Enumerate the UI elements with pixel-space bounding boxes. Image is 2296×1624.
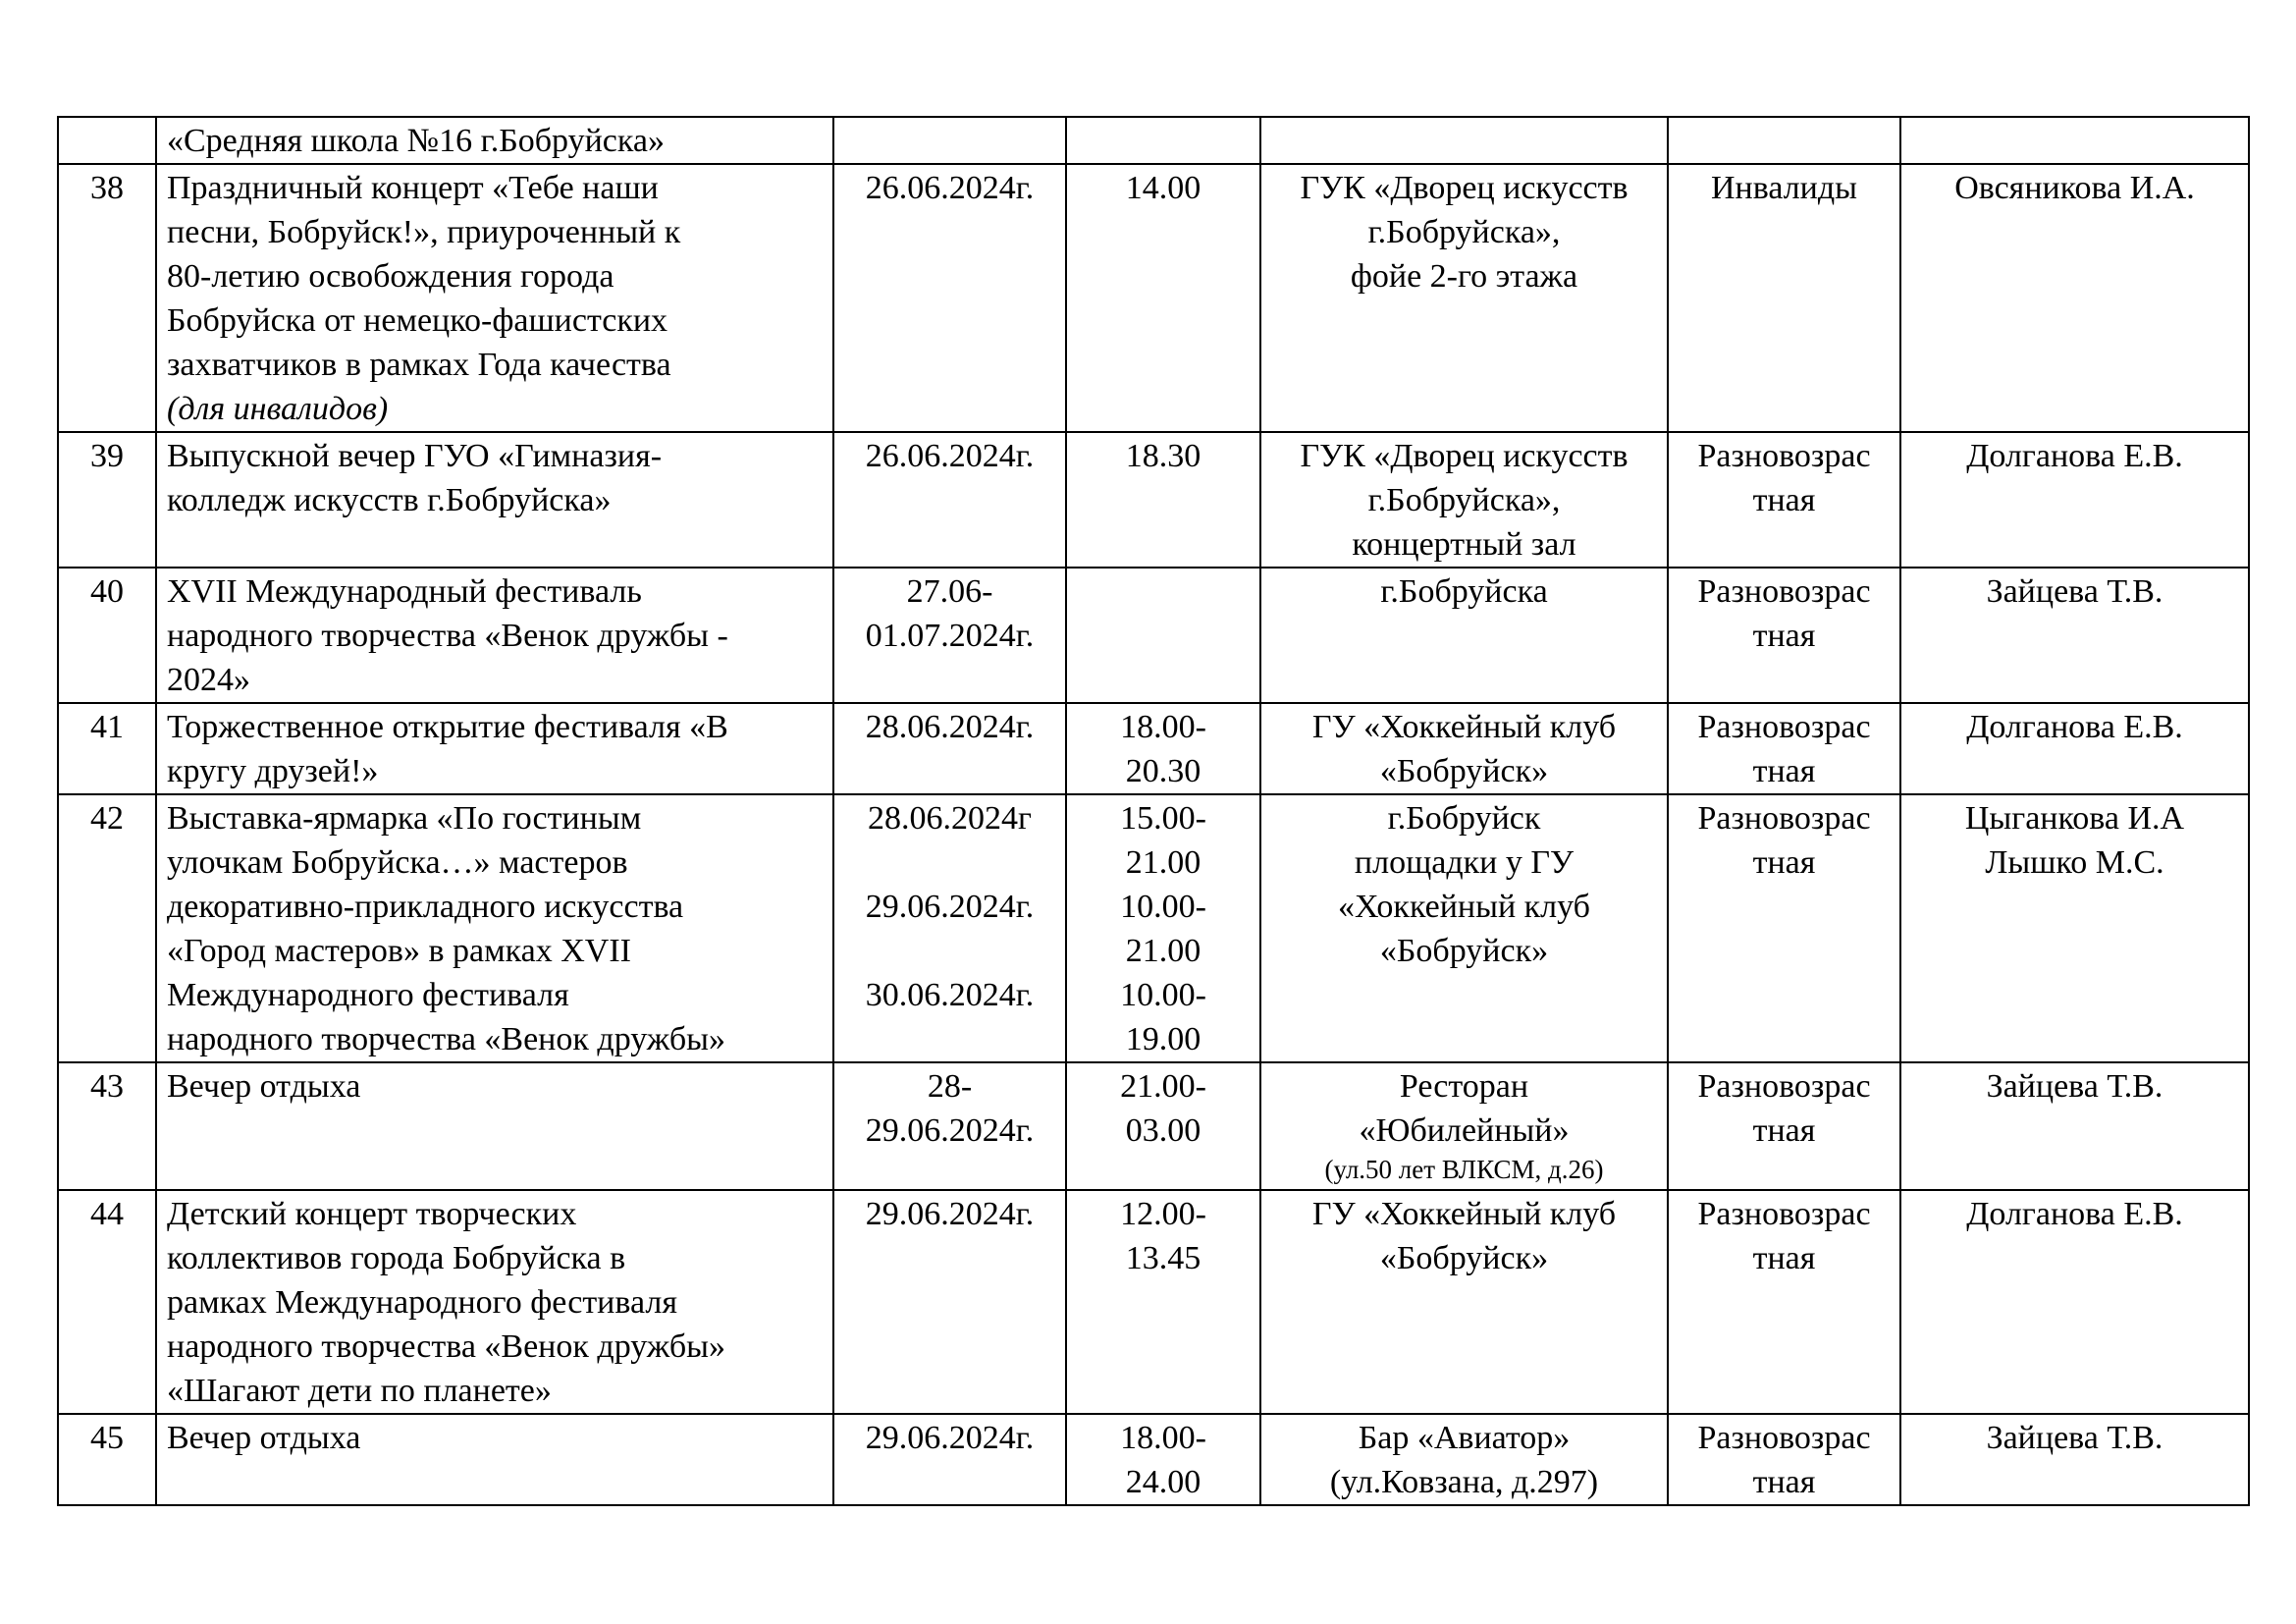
- event-place-line: «Бобруйск»: [1379, 753, 1549, 789]
- event-name-line: Вечер отдыха: [167, 1420, 361, 1456]
- event-place-line: Ресторан: [1399, 1068, 1529, 1105]
- event-time: 18.00-: [1120, 1420, 1206, 1456]
- event-name-line: Вечер отдыха: [167, 1068, 361, 1105]
- row-number: 42: [90, 800, 124, 837]
- event-date: 26.06.2024г.: [865, 170, 1035, 206]
- cell-place: [1260, 117, 1668, 164]
- responsible-person: Лышко М.С.: [1985, 844, 2164, 881]
- cell-event-name: [156, 117, 833, 164]
- event-time: 18.30: [1125, 438, 1201, 474]
- event-name-line: 2024»: [167, 662, 250, 698]
- cell-number: [58, 794, 156, 1062]
- event-place-line: г.Бобруйска»,: [1367, 214, 1561, 250]
- row-number: 38: [90, 170, 124, 206]
- cell-time: [1066, 164, 1260, 432]
- audience-line: Разновозрас: [1697, 1196, 1871, 1232]
- cell-time: [1066, 703, 1260, 794]
- row-number: 41: [90, 709, 124, 745]
- events-table-body: [58, 117, 2249, 1505]
- cell-responsible: [1900, 1062, 2249, 1190]
- event-name-line: Торжественное открытие фестиваля «В: [167, 709, 728, 745]
- cell-audience: [1668, 568, 1900, 703]
- cell-audience: [1668, 432, 1900, 568]
- events-table: [57, 116, 2250, 1506]
- row-number: 43: [90, 1068, 124, 1105]
- responsible-person: Долганова Е.В.: [1966, 709, 2183, 745]
- event-date: 30.06.2024г.: [865, 977, 1035, 1013]
- event-place-line: «Юбилейный»: [1359, 1112, 1570, 1149]
- event-time: 19.00: [1125, 1021, 1201, 1057]
- cell-date: [833, 568, 1066, 703]
- cell-place: [1260, 794, 1668, 1062]
- cell-audience: [1668, 794, 1900, 1062]
- event-name-line: XVII Международный фестиваль: [167, 573, 642, 610]
- event-name-line: Праздничный концерт «Тебе наши: [167, 170, 659, 206]
- cell-date: [833, 1414, 1066, 1505]
- event-place-line: г.Бобруйска»,: [1367, 482, 1561, 518]
- event-name-line: Бобруйска от немецко-фашистских: [167, 302, 668, 339]
- cell-place: [1260, 164, 1668, 432]
- cell-place: [1260, 1414, 1668, 1505]
- event-place-line: ГУК «Дворец искусств: [1300, 438, 1629, 474]
- event-name-line: декоративно-прикладного искусства: [167, 889, 684, 925]
- cell-number: [58, 1062, 156, 1190]
- cell-date: [833, 164, 1066, 432]
- cell-audience: [1668, 703, 1900, 794]
- responsible-person: Зайцева Т.В.: [1986, 1068, 2163, 1105]
- event-place-line: г.Бобруйск: [1387, 800, 1541, 837]
- responsible-person: Долганова Е.В.: [1966, 1196, 2183, 1232]
- event-time: 15.00-: [1120, 800, 1206, 837]
- cell-time: [1066, 568, 1260, 703]
- cell-date: [833, 1190, 1066, 1414]
- table-row: [58, 794, 2249, 1062]
- cell-time: [1066, 117, 1260, 164]
- cell-event-name: [156, 1190, 833, 1414]
- audience-line: Разновозрас: [1697, 709, 1871, 745]
- table-row: [58, 432, 2249, 568]
- event-place-line: «Бобруйск»: [1379, 1240, 1549, 1276]
- cell-time: [1066, 1414, 1260, 1505]
- cell-responsible: [1900, 432, 2249, 568]
- audience-line: тная: [1752, 844, 1816, 881]
- audience-line: Разновозрас: [1697, 1068, 1871, 1105]
- responsible-person: Зайцева Т.В.: [1986, 573, 2163, 610]
- cell-responsible: [1900, 568, 2249, 703]
- cell-audience: [1668, 1414, 1900, 1505]
- cell-responsible: [1900, 1190, 2249, 1414]
- cell-event-name: [156, 164, 833, 432]
- responsible-person: Зайцева Т.В.: [1986, 1420, 2163, 1456]
- event-name-line: Детский концерт творческих: [167, 1196, 577, 1232]
- event-name-line: улочкам Бобруйска…» мастеров: [167, 844, 628, 881]
- audience-line: Инвалиды: [1710, 170, 1858, 206]
- cell-audience: [1668, 117, 1900, 164]
- event-time: 20.30: [1125, 753, 1201, 789]
- cell-responsible: [1900, 794, 2249, 1062]
- responsible-person: Цыганкова И.А: [1964, 800, 2185, 837]
- cell-time: [1066, 794, 1260, 1062]
- event-date: 01.07.2024г.: [865, 618, 1035, 654]
- event-place-line: (ул.Ковзана, д.297): [1329, 1464, 1599, 1500]
- event-place-line: «Бобруйск»: [1379, 933, 1549, 969]
- audience-line: Разновозрас: [1697, 800, 1871, 837]
- event-name-line: народного творчества «Венок дружбы»: [167, 1328, 725, 1365]
- event-name-line: Выставка-ярмарка «По гостиным: [167, 800, 642, 837]
- event-date: 29.06.2024г.: [865, 889, 1035, 925]
- event-name-line: захватчиков в рамках Года качества: [167, 347, 671, 383]
- audience-line: Разновозрас: [1697, 438, 1871, 474]
- event-date: 28.06.2024г.: [865, 709, 1035, 745]
- event-place-line: «Хоккейный клуб: [1338, 889, 1590, 925]
- event-name-line: коллективов города Бобруйска в: [167, 1240, 626, 1276]
- audience-line: тная: [1752, 618, 1816, 654]
- line-spacer: [844, 929, 1055, 973]
- cell-event-name: [156, 1062, 833, 1190]
- audience-line: тная: [1752, 1464, 1816, 1500]
- cell-date: [833, 432, 1066, 568]
- line-spacer: [844, 840, 1055, 885]
- row-number: 45: [90, 1420, 124, 1456]
- event-time: 21.00: [1125, 933, 1201, 969]
- cell-event-name: [156, 568, 833, 703]
- cell-number: [58, 1190, 156, 1414]
- cell-event-name: [156, 703, 833, 794]
- cell-date: [833, 1062, 1066, 1190]
- cell-responsible: [1900, 164, 2249, 432]
- event-place-line: фойе 2-го этажа: [1350, 258, 1578, 295]
- event-name-line: колледж искусств г.Бобруйска»: [167, 482, 612, 518]
- cell-time: [1066, 1190, 1260, 1414]
- event-date: 29.06.2024г.: [865, 1196, 1035, 1232]
- cell-audience: [1668, 164, 1900, 432]
- cell-number: [58, 1414, 156, 1505]
- cell-time: [1066, 432, 1260, 568]
- row-number: 44: [90, 1196, 124, 1232]
- cell-number: [58, 432, 156, 568]
- event-date: 26.06.2024г.: [865, 438, 1035, 474]
- event-name-line: Выпускной вечер ГУО «Гимназия-: [167, 438, 663, 474]
- audience-line: тная: [1752, 753, 1816, 789]
- event-name-line: «Шагают дети по планете»: [167, 1373, 552, 1409]
- event-time: 21.00: [1125, 844, 1201, 881]
- responsible-person: Овсяникова И.А.: [1954, 170, 2195, 206]
- cell-responsible: [1900, 117, 2249, 164]
- row-number: 40: [90, 573, 124, 610]
- cell-date: [833, 117, 1066, 164]
- cell-audience: [1668, 1062, 1900, 1190]
- event-name-line: кругу друзей!»: [167, 753, 379, 789]
- cell-responsible: [1900, 1414, 2249, 1505]
- table-row: [58, 703, 2249, 794]
- event-place-line: площадки у ГУ: [1354, 844, 1575, 881]
- audience-line: тная: [1752, 482, 1816, 518]
- event-place-line: концертный зал: [1352, 526, 1576, 563]
- event-name-note: (для инвалидов): [167, 391, 389, 427]
- event-name-line: рамках Международного фестиваля: [167, 1284, 677, 1321]
- event-time: 13.45: [1125, 1240, 1201, 1276]
- event-date: 27.06-: [906, 573, 993, 610]
- row-number: 39: [90, 438, 124, 474]
- event-time: 24.00: [1125, 1464, 1201, 1500]
- event-date: 29.06.2024г.: [865, 1112, 1035, 1149]
- cell-event-name: [156, 1414, 833, 1505]
- event-time: 21.00-: [1120, 1068, 1206, 1105]
- table-row: [58, 568, 2249, 703]
- cell-number: [58, 568, 156, 703]
- event-place-line: ГУ «Хоккейный клуб: [1311, 709, 1617, 745]
- cell-place: [1260, 703, 1668, 794]
- event-name-line: песни, Бобруйск!», приуроченный к: [167, 214, 681, 250]
- event-name-line: 80-летию освобождения города: [167, 258, 614, 295]
- responsible-person: Долганова Е.В.: [1966, 438, 2183, 474]
- cell-event-name: [156, 794, 833, 1062]
- table-row: [58, 1062, 2249, 1190]
- cell-place: [1260, 568, 1668, 703]
- event-date: 29.06.2024г.: [865, 1420, 1035, 1456]
- event-place-line: ГУК «Дворец искусств: [1300, 170, 1629, 206]
- event-date: 28-: [927, 1068, 973, 1105]
- cell-number: [58, 164, 156, 432]
- event-place-line: Бар «Авиатор»: [1358, 1420, 1571, 1456]
- cell-place: [1260, 1062, 1668, 1190]
- cell-date: [833, 703, 1066, 794]
- table-row: [58, 164, 2249, 432]
- table-row: [58, 1190, 2249, 1414]
- cell-date: [833, 794, 1066, 1062]
- cell-time: [1066, 1062, 1260, 1190]
- event-place-address: (ул.50 лет ВЛКСМ, д.26): [1324, 1155, 1604, 1184]
- event-name-line: «Город мастеров» в рамках XVII: [167, 933, 631, 969]
- event-name-line: Международного фестиваля: [167, 977, 569, 1013]
- cell-place: [1260, 1190, 1668, 1414]
- audience-line: тная: [1752, 1240, 1816, 1276]
- event-time: 10.00-: [1120, 977, 1206, 1013]
- cell-number: [58, 117, 156, 164]
- audience-line: Разновозрас: [1697, 1420, 1871, 1456]
- table-row-continuation: [58, 117, 2249, 164]
- event-time: 14.00: [1125, 170, 1201, 206]
- cell-number: [58, 703, 156, 794]
- event-name-line: народного творчества «Венок дружбы»: [167, 1021, 725, 1057]
- audience-line: тная: [1752, 1112, 1816, 1149]
- cell-responsible: [1900, 703, 2249, 794]
- cell-event-name: [156, 432, 833, 568]
- table-row: [58, 1414, 2249, 1505]
- event-time: 18.00-: [1120, 709, 1206, 745]
- event-name-line: «Средняя школа №16 г.Бобруйска»: [167, 123, 665, 159]
- event-time: 12.00-: [1120, 1196, 1206, 1232]
- audience-line: Разновозрас: [1697, 573, 1871, 610]
- cell-place: [1260, 432, 1668, 568]
- event-name-line: народного творчества «Венок дружбы -: [167, 618, 728, 654]
- event-date: 28.06.2024г: [868, 800, 1032, 837]
- event-place-line: ГУ «Хоккейный клуб: [1311, 1196, 1617, 1232]
- event-place-line: г.Бобруйска: [1380, 573, 1548, 610]
- event-time: 10.00-: [1120, 889, 1206, 925]
- event-time: 03.00: [1125, 1112, 1201, 1149]
- cell-audience: [1668, 1190, 1900, 1414]
